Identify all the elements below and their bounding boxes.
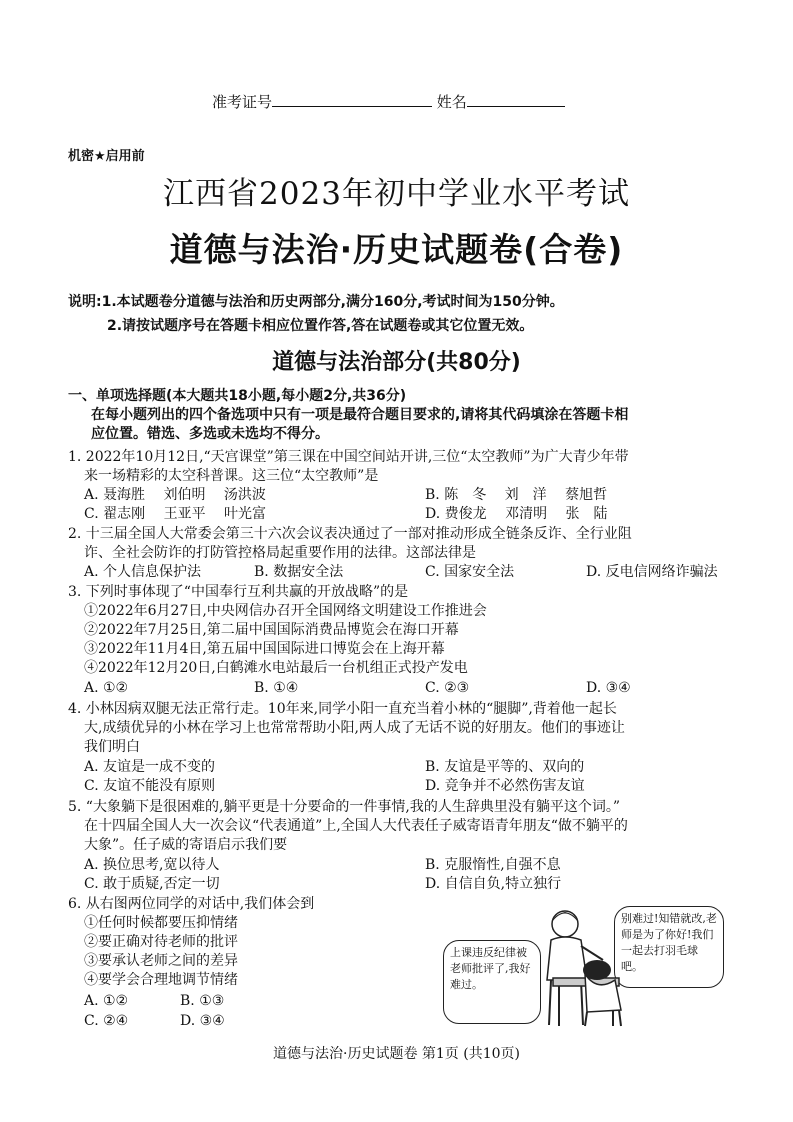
page-footer: 道德与法治·历史试题卷 第1页 (共10页) — [273, 1046, 520, 1062]
name-label: 姓名 — [436, 93, 467, 111]
q1-option-d: D. 费俊龙 邓清明 张 陆 — [425, 506, 608, 522]
q4-line-2: 大,成绩优异的小林在学习上也常常帮助小阳,两人成了无话不说的好朋友。他们的事迹让 — [84, 720, 625, 736]
q1-option-a: A. 聂海胜 刘伯明 汤洪波 — [84, 487, 266, 503]
q6-item-2: ②要正确对待老师的批评 — [84, 934, 238, 950]
q3-option-d: D. ③④ — [586, 680, 631, 696]
q2-option-d: D. 反电信网络诈骗法 — [586, 564, 718, 580]
q4-line-3: 我们明白 — [84, 739, 140, 755]
q4-option-c: C. 友谊不能没有原则 — [84, 778, 216, 794]
secret-label: 机密★启用前 — [68, 149, 145, 164]
q5-line-3: 大象”。任子威的寄语启示我们要 — [84, 837, 288, 853]
q4-line-1: 4. 小林因病双腿无法正常行走。10年来,同学小阳一直充当着小林的“腿脚”,背着他一起长 — [68, 701, 617, 717]
q5-option-d: D. 自信自负,特立独行 — [425, 876, 562, 892]
part-desc-2: 应位置。错选、多选或未选均不得分。 — [91, 426, 329, 442]
q2-option-b: B. 数据安全法 — [254, 564, 344, 580]
students-illustration — [525, 900, 635, 1030]
exam-id-label: 准考证号 — [212, 93, 273, 111]
q4-option-b: B. 友谊是平等的、双向的 — [425, 759, 585, 775]
q6-option-b: B. ①③ — [180, 993, 225, 1009]
q2-option-c: C. 国家安全法 — [425, 564, 515, 580]
q2-line-2: 诈、全社会防诈的打防管控格局起重要作用的法律。这部法律是 — [84, 545, 476, 561]
part-heading: 一、单项选择题(本大题共18小题,每小题2分,共36分) — [68, 388, 407, 404]
exam-id-field — [212, 91, 565, 112]
section-title: 道德与法治部分(共80分) — [272, 350, 521, 375]
q3-option-b: B. ①④ — [254, 680, 299, 696]
q3-option-a: A. ①② — [84, 680, 129, 696]
q1-line-1: 1. 2022年10月12日,“天宫课堂”第三课在中国空间站开讲,三位“太空教师”为广大青少年带 — [68, 449, 629, 465]
q6-option-a: A. ①② — [84, 993, 129, 1009]
q3-option-c: C. ②③ — [425, 680, 470, 696]
q5-option-a: A. 换位思考,宽以待人 — [84, 857, 220, 873]
q1-option-b: B. 陈 冬 刘 洋 蔡旭哲 — [425, 487, 608, 503]
instruction-line-2: 2.请按试题序号在答题卡相应位置作答,答在试题卷或其它位置无效。 — [107, 318, 534, 334]
q5-option-b: B. 克服惰性,自强不息 — [425, 857, 561, 873]
q6-option-d: D. ③④ — [180, 1013, 225, 1029]
q3-line-1: 3. 下列时事体现了“中国奉行互利共赢的开放战略”的是 — [68, 584, 409, 600]
speech-bubble-right: 别难过!知错就改,老师是为了你好!我们一起去打羽毛球吧。 — [614, 906, 724, 988]
q5-line-1: 5. “大象躺下是很困难的,躺平更是十分要命的一件事情,我的人生辞典里没有躺平这个词。” — [68, 799, 621, 815]
q2-line-1: 2. 十三届全国人大常委会第三十六次会议表决通过了一部对推动形成全链条反诈、全行业阻 — [68, 526, 632, 542]
q3-item-1: ①2022年6月27日,中央网信办召开全国网络文明建设工作推进会 — [84, 603, 487, 619]
q3-item-4: ④2022年12月20日,白鹤滩水电站最后一台机组正式投产发电 — [84, 660, 468, 676]
q3-item-2: ②2022年7月25日,第二届中国国际消费品博览会在海口开幕 — [84, 622, 459, 638]
q6-item-1: ①任何时候都要压抑情绪 — [84, 915, 238, 931]
q6-item-4: ④要学会合理地调节情绪 — [84, 972, 238, 988]
paper-title: 道德与法治·历史试题卷(合卷) — [169, 230, 624, 269]
q6-line-1: 6. 从右图两位同学的对话中,我们体会到 — [68, 896, 315, 912]
q6-option-c: C. ②④ — [84, 1013, 129, 1029]
exam-id-blank — [272, 92, 432, 107]
name-blank — [467, 92, 565, 107]
q6-item-3: ③要承认老师之间的差异 — [84, 953, 238, 969]
instruction-line-1: 说明:1.本试题卷分道德与法治和历史两部分,满分160分,考试时间为150分钟。 — [68, 294, 564, 310]
q2-option-a: A. 个人信息保护法 — [84, 564, 202, 580]
part-desc-1: 在每小题列出的四个备选项中只有一项是最符合题目要求的,请将其代码填涂在答题卡相 — [91, 407, 629, 423]
q1-option-c: C. 翟志刚 王亚平 叶光富 — [84, 506, 267, 522]
speech-bubble-left: 上课违反纪律被老师批评了,我好难过。 — [443, 940, 541, 1024]
exam-title: 江西省2023年初中学业水平考试 — [163, 176, 630, 212]
q3-item-3: ③2022年11月4日,第五届中国国际进口博览会在上海开幕 — [84, 641, 445, 657]
q1-line-2: 来一场精彩的太空科普课。这三位“太空教师”是 — [84, 468, 379, 484]
q4-option-d: D. 竞争并不必然伤害友谊 — [425, 778, 585, 794]
q5-option-c: C. 敢于质疑,否定一切 — [84, 876, 220, 892]
q5-line-2: 在十四届全国人大一次会议“代表通道”上,全国人大代表任子威寄语青年朋友“做不躺平的 — [84, 818, 628, 834]
q4-option-a: A. 友谊是一成不变的 — [84, 759, 216, 775]
